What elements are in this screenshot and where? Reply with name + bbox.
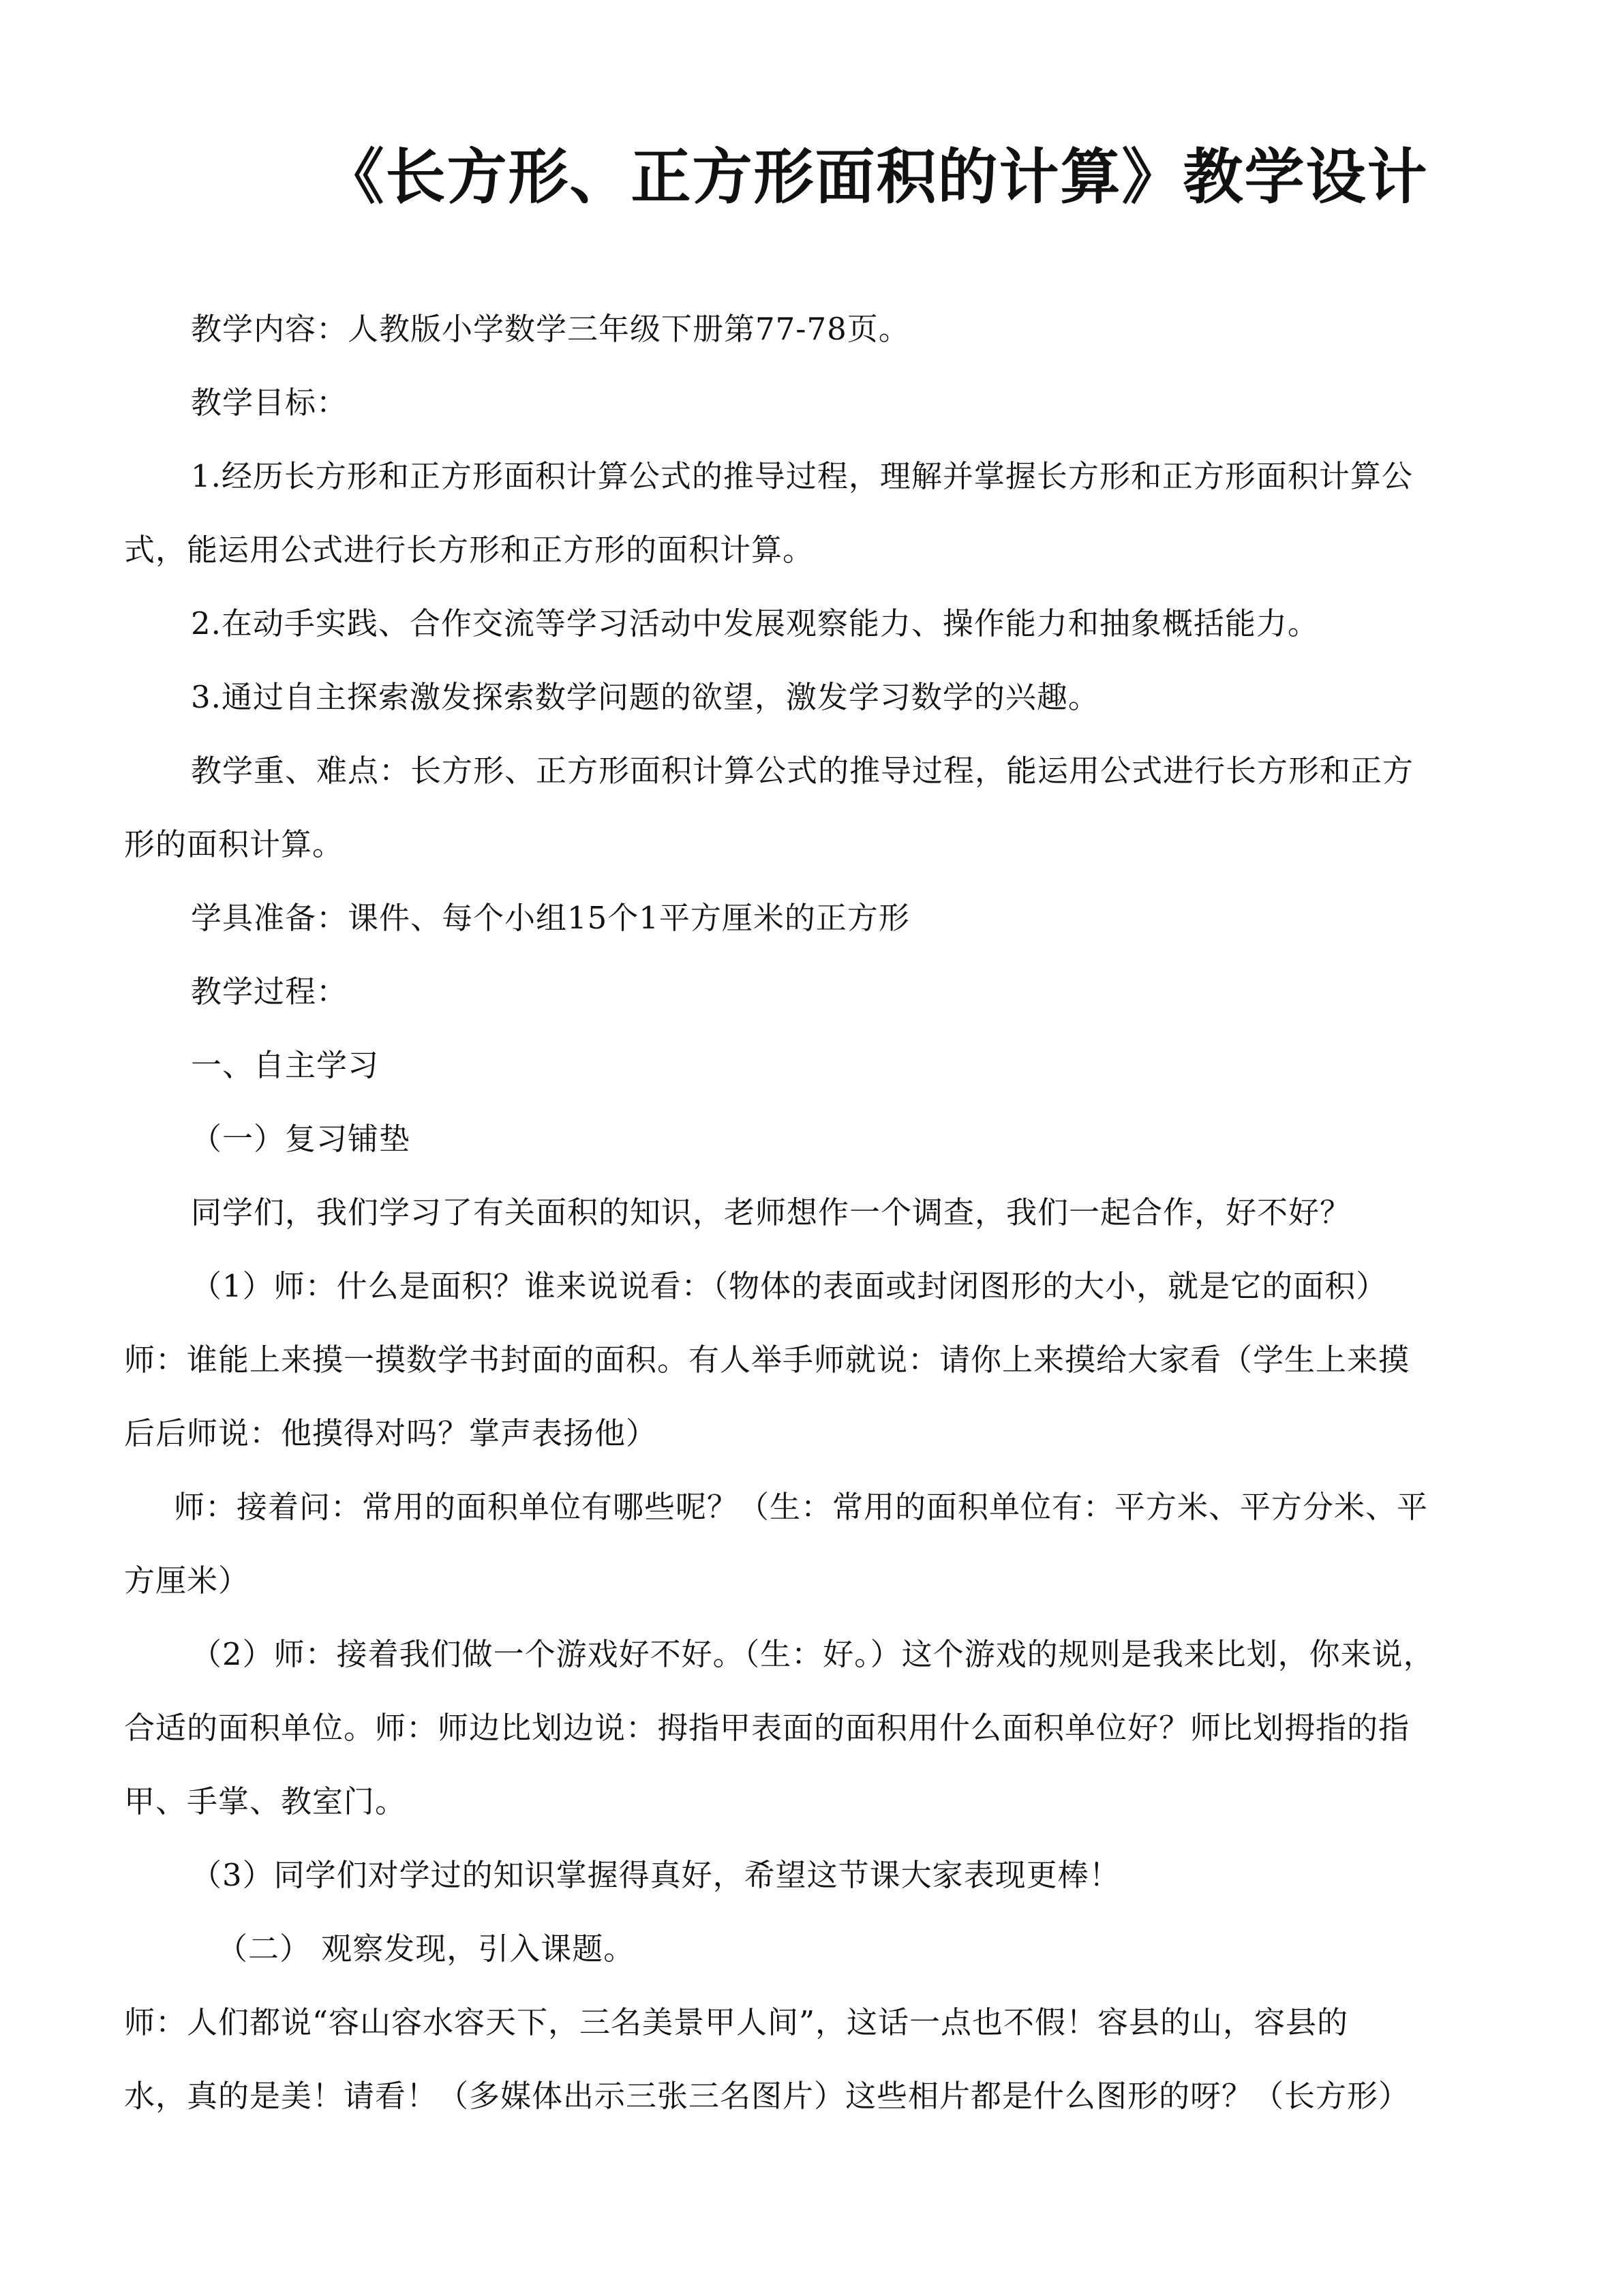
paragraph-line: 3.通过自主探索激发探索数学问题的欲望，激发学习数学的兴趣。 [191,679,1099,715]
paragraph-line: 式，能运用公式进行长方形和正方形的面积计算。 [124,532,815,568]
subsection-heading: （一）复习铺垫 [191,1121,411,1157]
paragraph-line: 教学目标： [191,384,348,421]
section-heading: 一、自主学习 [191,1047,380,1083]
paragraph-line: 师：人们都说“容山容水容天下，三名美景甲人间”，这话一点也不假！容县的山，容县的 [124,2004,1349,2040]
paragraph-line: （2）师：接着我们做一个游戏好不好。（生：好。）这个游戏的规则是我来比划，你来说， [191,1636,1435,1672]
paragraph-line: 学具准备：课件、每个小组15个1平方厘米的正方形 [191,900,910,936]
subsection-heading: （二） 观察发现，引入课题。 [217,1931,635,1967]
paragraph-line: 合适的面积单位。师：师边比划边说：拇指甲表面的面积用什么面积单位好？师比划拇指的指 [124,1710,1410,1746]
paragraph-line: 方厘米） [124,1562,250,1599]
paragraph-line: 同学们，我们学习了有关面积的知识，老师想作一个调查，我们一起合作，好不好？ [191,1194,1352,1230]
document-title: 《长方形、正方形面积的计算》教学设计 [324,141,1429,212]
paragraph-line: 1.经历长方形和正方形面积计算公式的推导过程，理解并掌握长方形和正方形面积计算公 [191,458,1413,494]
paragraph-line: 师：接着问：常用的面积单位有哪些呢？（生：常用的面积单位有：平方米、平方分米、平 [174,1489,1429,1525]
paragraph-line: 教学重、难点：长方形、正方形面积计算公式的推导过程，能运用公式进行长方形和正方 [191,753,1414,789]
paragraph-line: 2.在动手实践、合作交流等学习活动中发展观察能力、操作能力和抽象概括能力。 [191,605,1319,641]
paragraph-line: （3）同学们对学过的知识掌握得真好，希望这节课大家表现更棒！ [191,1857,1121,1893]
paragraph-line: 形的面积计算。 [124,826,344,862]
paragraph-line: 水，真的是美！请看！（多媒体出示三张三名图片）这些相片都是什么图形的呀？（长方形） [124,2078,1410,2114]
paragraph-line: 教学过程： [191,973,348,1010]
paragraph-line: 师：谁能上来摸一摸数学书封面的面积。有人举手师就说：请你上来摸给大家看（学生上来摸 [124,1342,1410,1378]
paragraph-line: 教学内容：人教版小学数学三年级下册第77-78页。 [191,311,910,347]
paragraph-line: 后后师说：他摸得对吗？掌声表扬他） [124,1415,658,1451]
paragraph-line: （1）师：什么是面积？谁来说说看：（物体的表面或封闭图形的大小，就是它的面积） [191,1268,1388,1304]
paragraph-line: 甲、手掌、教室门。 [124,1783,407,1819]
